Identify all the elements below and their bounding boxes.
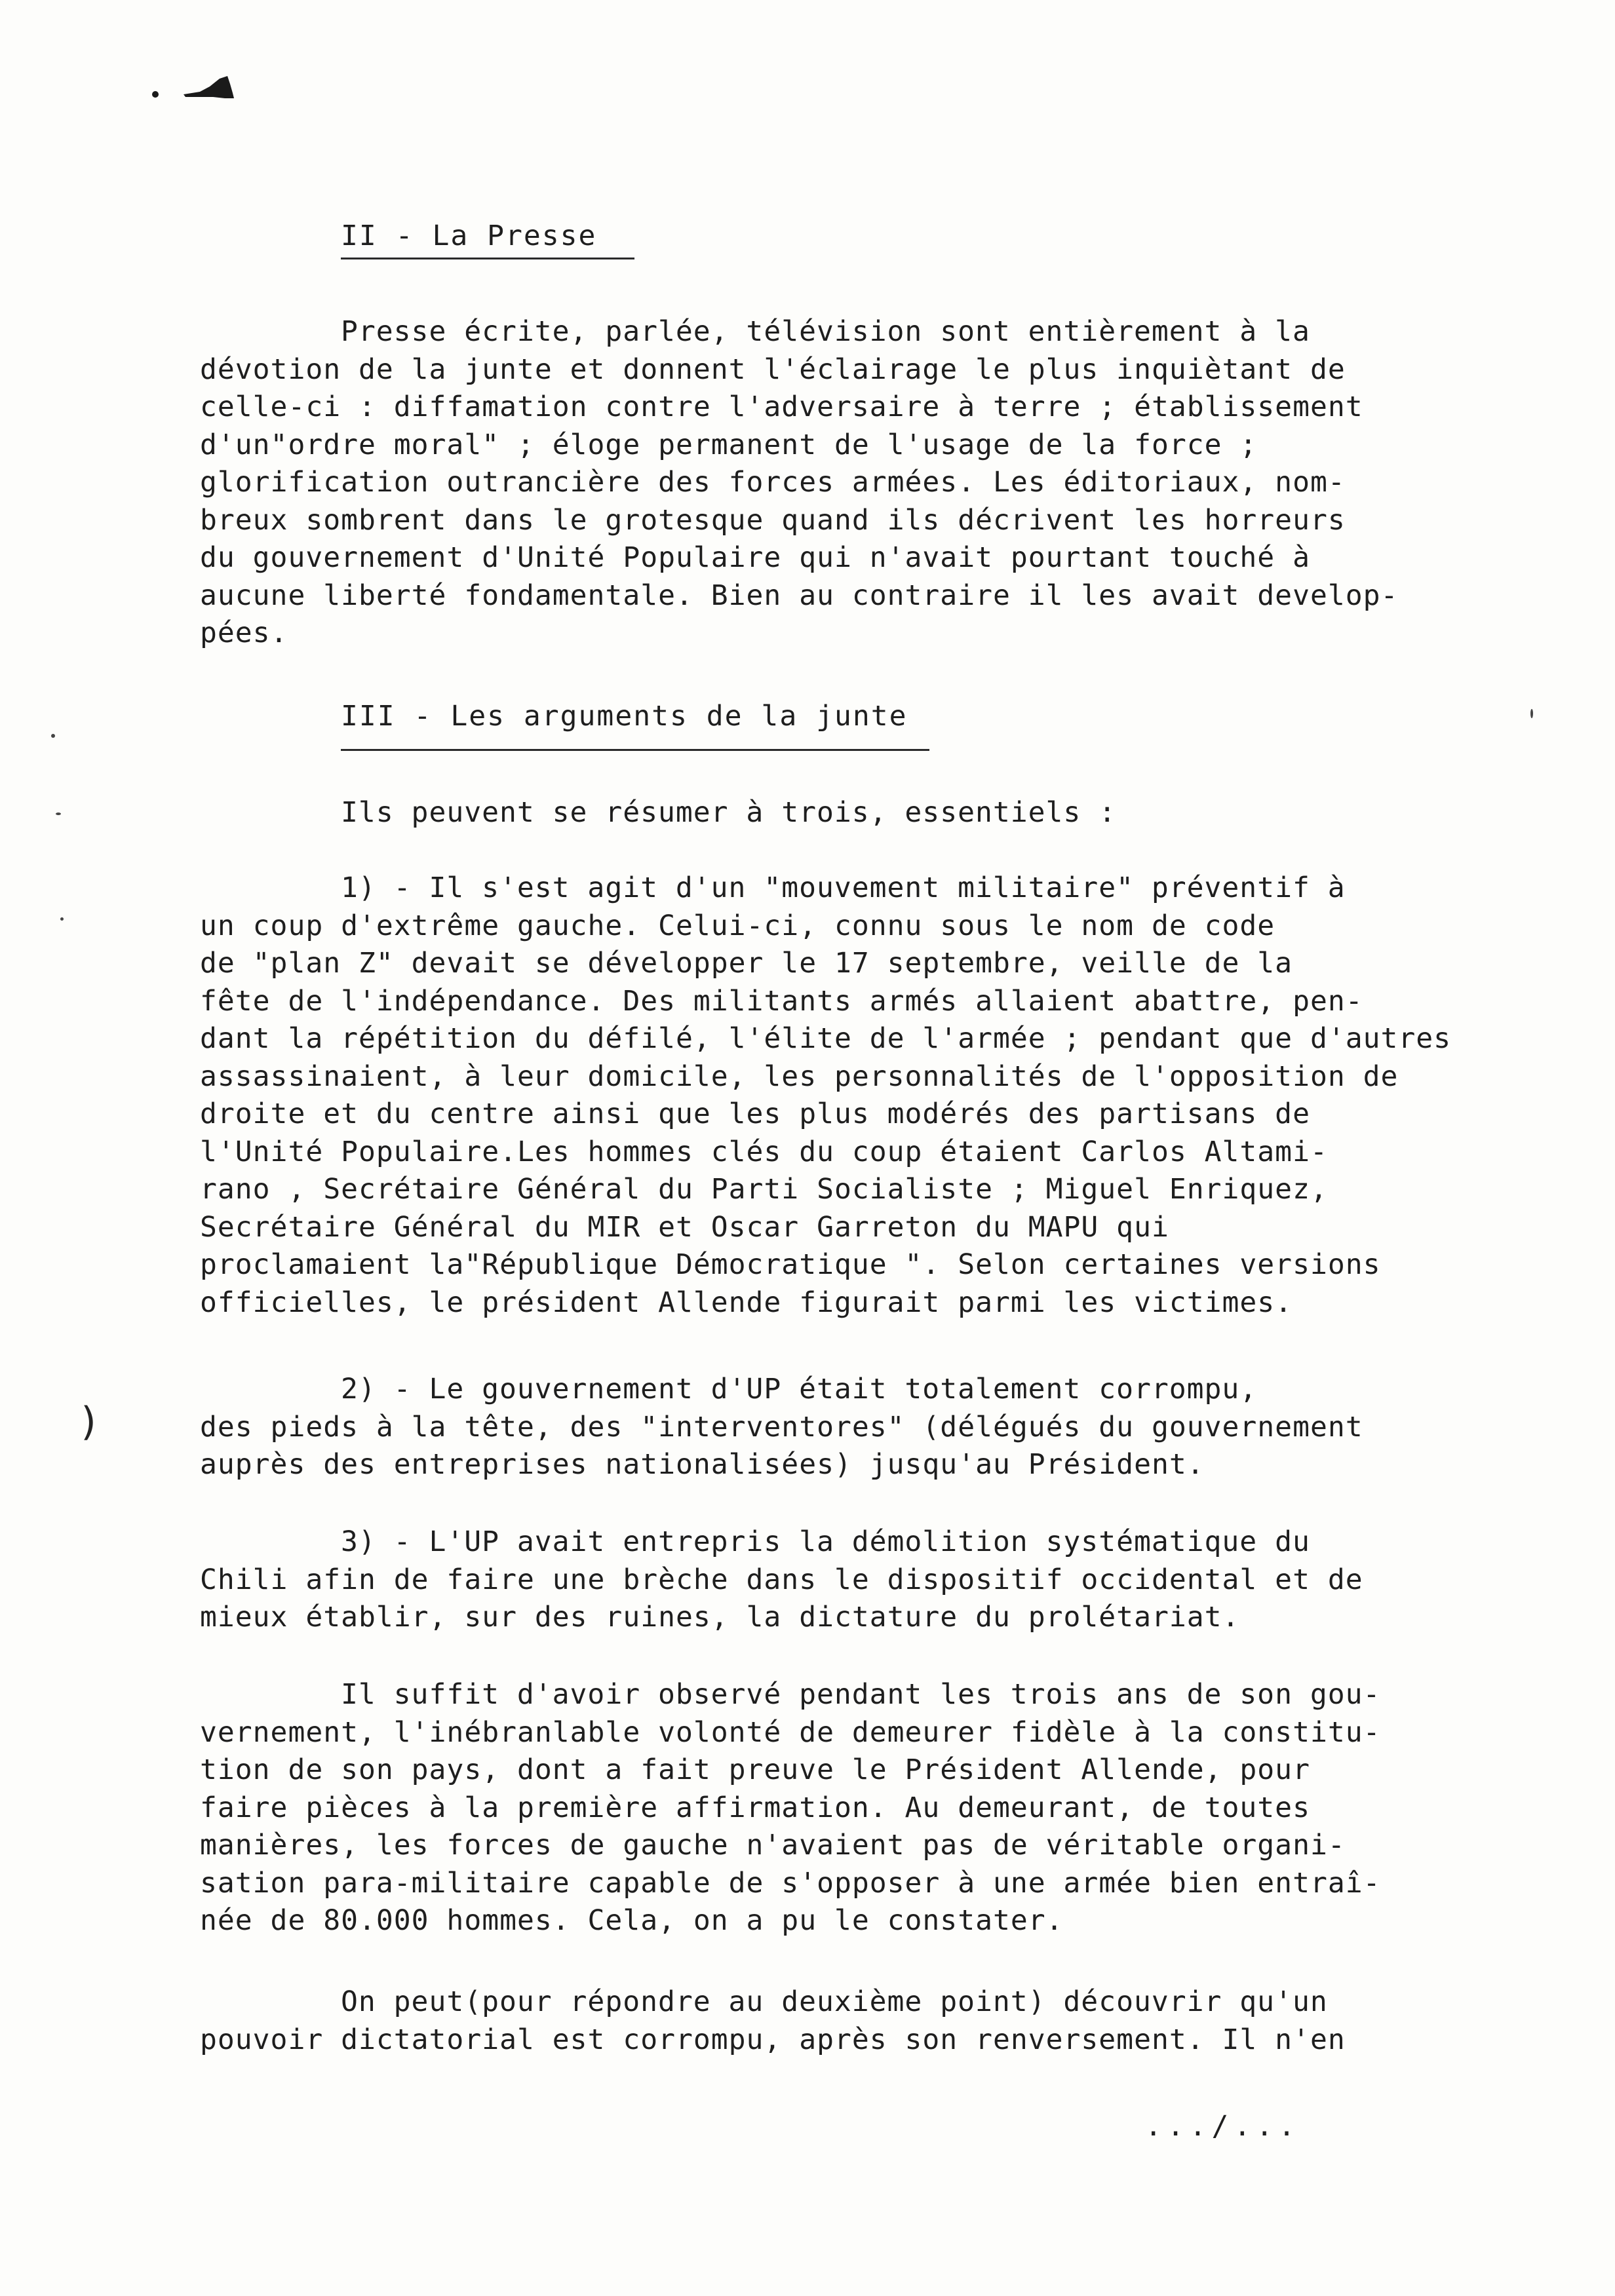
- text-line: celle-ci : diffamation contre l'adversaire à terre ; établissement: [200, 391, 1363, 423]
- text-line: 1) - Il s'est agit d'un "mouvement militaire" préventif à: [341, 871, 1346, 904]
- text-line: Chili afin de faire une brèche dans le dispositif occidental et de: [200, 1563, 1363, 1596]
- text-line: aucune liberté fondamentale. Bien au contraire il les avait develop-: [200, 579, 1399, 612]
- text-line: 3) - L'UP avait entrepris la démolition systématique du: [341, 1525, 1310, 1558]
- text-line: droite et du centre ainsi que les plus modérés des partisans de: [200, 1098, 1310, 1130]
- paragraph-rebuttal-1: [200, 1676, 1452, 1940]
- text-line: Il suffit d'avoir observé pendant les trois ans de son gou-: [341, 1678, 1381, 1711]
- text-line: un coup d'extrême gauche. Celui-ci, connu sous le nom de code: [200, 909, 1275, 942]
- text-line: mieux établir, sur des ruines, la dictature du prolétariat.: [200, 1601, 1240, 1634]
- text-line: vernement, l'inébranlable volonté de demeurer fidèle à la constitu-: [200, 1715, 1381, 1749]
- paper-speck: [56, 813, 61, 815]
- text-line: auprès des entreprises nationalisées) jusqu'au Président.: [200, 1448, 1205, 1481]
- text-line: Secrétaire Général du MIR et Oscar Garreton du MAPU qui: [200, 1210, 1169, 1244]
- text-line: On peut(pour répondre au deuxième point) découvrir qu'un: [341, 1985, 1328, 2018]
- text-line: manières, les forces de gauche n'avaient pas de véritable organi-: [200, 1829, 1346, 1862]
- text-line: Presse écrite, parlée, télévision sont entièrement à la: [341, 315, 1310, 348]
- text-line: d'un"ordre moral" ; éloge permanent de l'usage de la force ;: [200, 428, 1258, 461]
- text-line: de "plan Z" devait se développer le 17 septembre, veille de la: [200, 947, 1293, 980]
- text-line: pouvoir dictatorial est corrompu, après son renversement. Il n'en: [200, 2023, 1346, 2056]
- text-line: sation para-militaire capable de s'opposer à une armée bien entraî-: [200, 1866, 1381, 1900]
- text-line: dévotion de la junte et donnent l'éclairage le plus inquiètant de: [200, 353, 1346, 386]
- text-line: fête de l'indépendance. Des militants armés allaient abattre, pen-: [200, 984, 1363, 1018]
- text-line: rano , Secrétaire Général du Parti Socialiste ; Miguel Enriquez,: [200, 1173, 1328, 1206]
- paragraph-point-1: [200, 870, 1452, 1322]
- margin-bracket-mark: ): [77, 1399, 102, 1445]
- text-line: des pieds à la tête, des "interventores" (délégués du gouvernement: [200, 1410, 1363, 1444]
- page-continuation-marker: .../...: [1144, 2110, 1300, 2143]
- text-line: dant la répétition du défilé, l'élite de l'armée ; pendant que d'autres: [200, 1022, 1452, 1055]
- text-line: assassinaient, à leur domicile, les personnalités de l'opposition de: [200, 1060, 1399, 1093]
- paragraph-intro: [200, 794, 1452, 832]
- section-heading-presse: [341, 220, 596, 252]
- text-line: 2) - Le gouvernement d'UP était totalement corrompu,: [341, 1373, 1258, 1406]
- paragraph-rebuttal-2: [200, 1983, 1452, 2059]
- paragraph-presse: [200, 313, 1452, 653]
- text-line: Ils peuvent se résumer à trois, essentiels :: [341, 796, 1117, 829]
- heading-underline: [341, 749, 929, 751]
- text-line: tion de son pays, dont a fait preuve le Président Allende, pour: [200, 1753, 1310, 1786]
- text-line: née de 80.000 hommes. Cela, on a pu le constater.: [200, 1904, 1064, 1937]
- paper-speck: [60, 917, 64, 921]
- section-heading-text: III - Les arguments de la junte: [341, 700, 908, 733]
- text-line: breux sombrent dans le grotesque quand ils décrivent les horreurs: [200, 503, 1346, 537]
- text-line: glorification outrancière des forces armées. Les éditoriaux, nom-: [200, 466, 1346, 499]
- section-heading-text: II - La Presse: [341, 220, 597, 252]
- text-line: proclamaient la"République Démocratique ". Selon certaines versions: [200, 1248, 1381, 1281]
- text-line: pées.: [200, 617, 288, 649]
- paragraph-point-2: [200, 1371, 1452, 1484]
- heading-underline: [341, 258, 634, 259]
- text-line: du gouvernement d'Unité Populaire qui n'avait pourtant touché à: [200, 541, 1310, 574]
- paper-speck: [1530, 709, 1533, 718]
- section-heading-arguments: [341, 700, 908, 733]
- text-line: officielles, le président Allende figurait parmi les victimes.: [200, 1286, 1293, 1319]
- paper-speck: [51, 734, 55, 738]
- paragraph-point-3: [200, 1523, 1452, 1637]
- text-line: l'Unité Populaire.Les hommes clés du coup étaient Carlos Altami-: [200, 1135, 1328, 1168]
- text-line: faire pièces à la première affirmation. Au demeurant, de toutes: [200, 1791, 1310, 1824]
- ink-blot-icon: [147, 72, 239, 105]
